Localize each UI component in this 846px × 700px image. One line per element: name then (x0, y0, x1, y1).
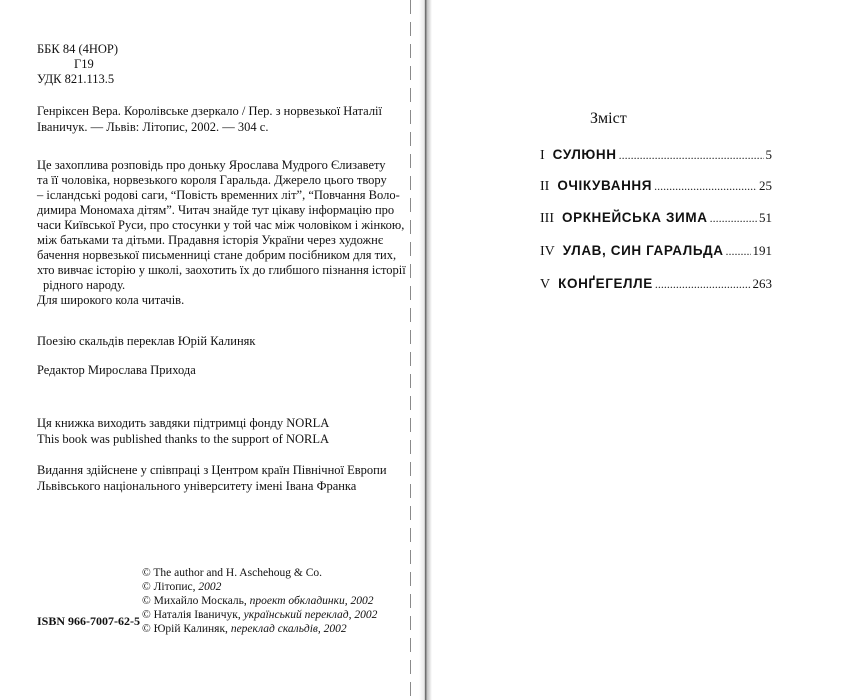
toc-leader (619, 148, 764, 163)
copyright-line: © Літопис, 2002 (142, 581, 222, 593)
toc-page: 263 (752, 276, 772, 291)
toc-leader (654, 179, 757, 194)
book-gutter (419, 0, 432, 700)
toc-number: IV (540, 244, 555, 259)
bibliographic-line-2: Іваничук. — Львів: Літопис, 2002. — 304 с. (37, 120, 269, 134)
toc-entry (540, 243, 772, 260)
toc-title: СУЛЮНН (552, 147, 617, 162)
annotation-line: димира Мономаха дітям”. Читач знайде тут цікаву інформацію про (37, 203, 395, 217)
support-ua: Ця книжка виходить завдяки підтримці фонду NORLA (37, 416, 330, 430)
copyright-line: © The author and H. Aschehoug & Co. (142, 567, 323, 579)
annotation-line: хто вивчає історію у школі, заохотить їх до глибшого пізнання історії (37, 263, 406, 277)
toc-number: I (540, 148, 545, 163)
cooperation-line-1: Видання здійснене у співпраці з Центром країн Північної Европи (37, 463, 387, 477)
toc-number: V (540, 277, 551, 292)
toc-number: III (540, 211, 554, 226)
annotation-line: – ісландські родові саги, “Повість временних літ”, “Повчання Воло- (37, 188, 400, 202)
annotation-line: часи Київської Руси, про стосунки у той час між чоловіком і жінкою, (37, 218, 405, 232)
support-en: This book was published thanks to the support of NORLA (37, 432, 329, 446)
editor: Редактор Мирослава Прихода (37, 363, 196, 377)
annotation-line: рідного народу. (43, 278, 126, 292)
toc-page: 5 (765, 147, 772, 162)
toc-title: ОЧІКУВАННЯ (557, 178, 653, 193)
toc-title: ОРКНЕЙСЬКА ЗИМА (562, 210, 708, 225)
toc-title: УЛАВ, СИН ГАРАЛЬДА (562, 243, 724, 258)
copyright-line: © Наталія Іваничук, український переклад, 2002 (142, 609, 378, 621)
copyright-line: © Юрій Калиняк, переклад скальдів, 2002 (142, 623, 347, 635)
annotation (37, 158, 406, 308)
toc-leader (655, 277, 751, 292)
toc-number: II (540, 179, 550, 194)
isbn: ISBN 966-7007-62-5 (37, 614, 141, 628)
toc-heading: Зміст (590, 110, 627, 127)
annotation-line: Для широкого кола читачів. (37, 293, 185, 307)
contents-page (432, 0, 846, 700)
toc-page: 51 (759, 210, 772, 225)
annotation-line: Це захоплива розповідь про доньку Ярослава Мудрого Єлизавету (37, 158, 386, 172)
toc-page: 25 (759, 178, 772, 193)
toc-leader (710, 211, 757, 226)
bbk-code: ББК 84 (4НОР) (37, 42, 119, 56)
imprint-page (0, 0, 420, 700)
cooperation-line-2: Львівського національного університету імені Івана Франка (37, 479, 357, 493)
toc-entry (540, 147, 772, 164)
poetry-translator: Поезію скальдів переклав Юрій Калиняк (37, 334, 256, 348)
toc-page: 191 (752, 243, 772, 258)
bibliographic-line-1: Генріксен Вера. Королівське дзеркало / Пер. з норвезької Наталії (37, 104, 383, 118)
annotation-line: бачення норвезької письменниці стане добрим посібником для тих, (37, 248, 397, 262)
toc-entry (540, 210, 772, 227)
toc-leader (726, 244, 751, 259)
toc-title: КОНҐЕГЕЛЛЕ (558, 276, 653, 291)
copyright-line: © Михайло Москаль, проект обкладинки, 2002 (142, 595, 374, 607)
udk-code: УДК 821.113.5 (37, 72, 115, 86)
toc-entry (540, 178, 772, 195)
page-edge-shadow (410, 0, 411, 700)
annotation-line: та її чоловіка, норвезького короля Гаральда. Джерело цього твору (37, 173, 387, 187)
toc-entry (540, 276, 772, 293)
author-mark: Г19 (74, 57, 94, 71)
annotation-line: між батьками та дітьми. Прадавня історія України через художнє (37, 233, 384, 247)
